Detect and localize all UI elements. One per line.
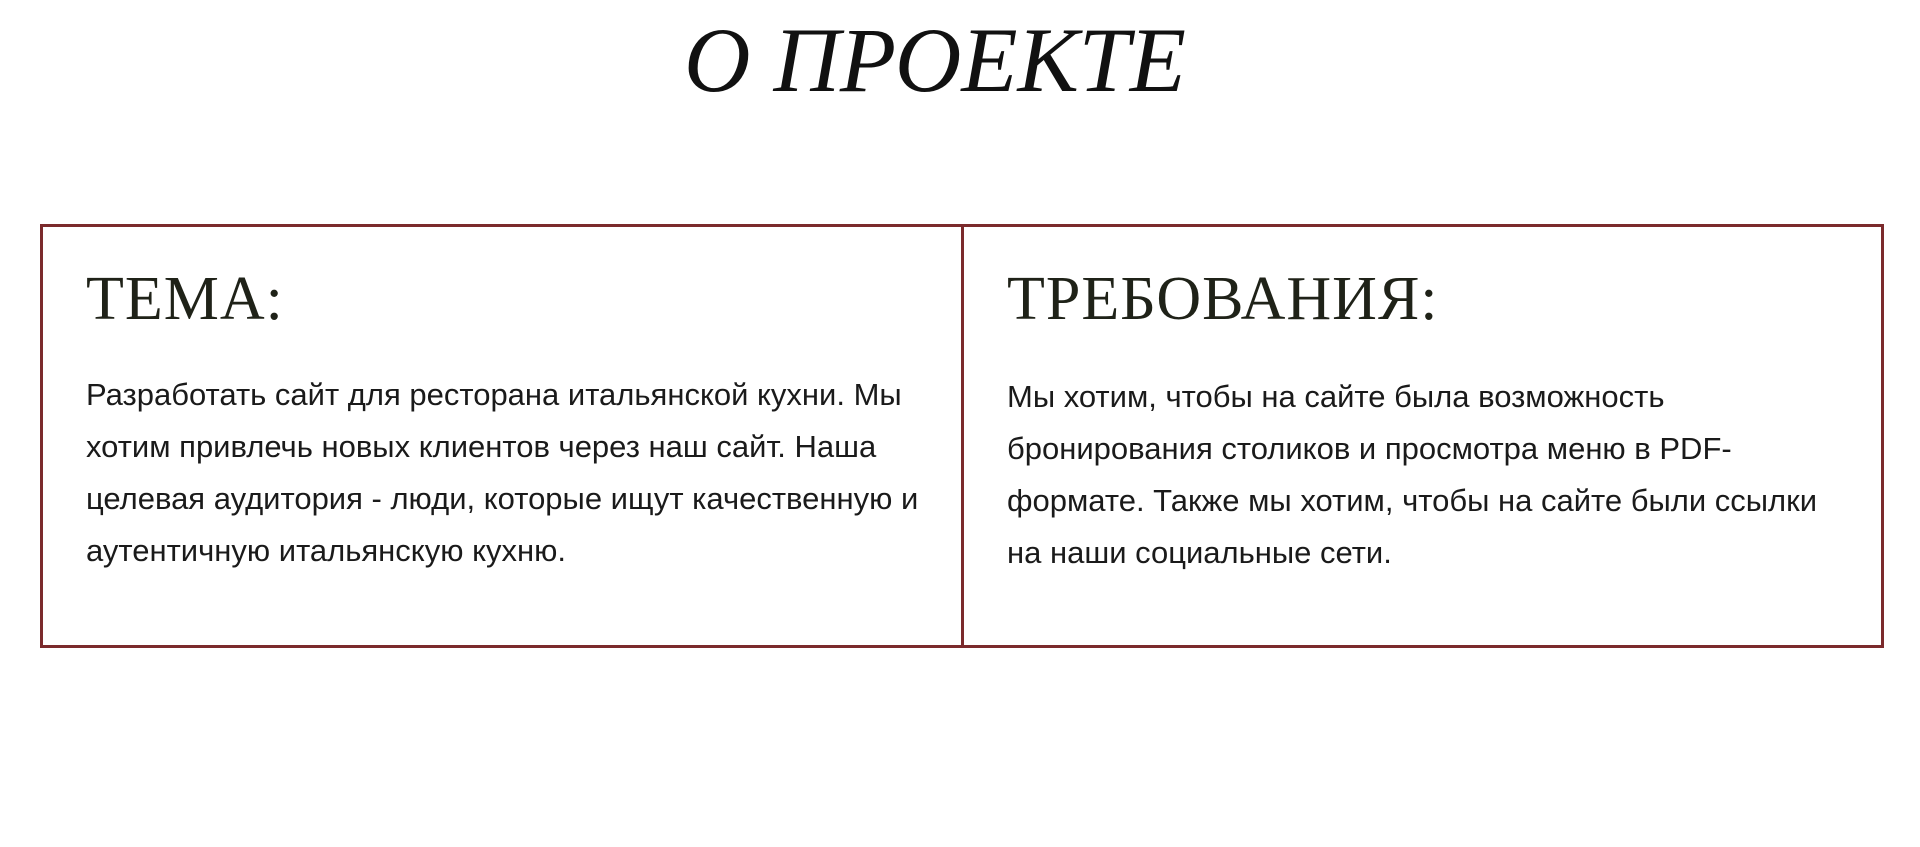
theme-description: Разработать сайт для ресторана итальянской кухни. Мы хотим привлечь новых клиентов через наш сайт. Наша целевая аудитория - люди, которые ищут качественную и аутентичную итальянскую кухню. [86, 377, 919, 568]
page-title: О ПРОЕКТЕ [684, 9, 1186, 111]
requirements-heading: ТРЕБОВАНИЯ: [1007, 265, 1439, 333]
requirements-card [961, 224, 1884, 648]
requirements-description: Мы хотим, чтобы на сайте была возможность бронирования столиков и просмотра меню в PDF-формате. Также мы хотим, чтобы на сайте были ссылки на наши социальные сети. [1007, 379, 1818, 570]
theme-card [40, 224, 964, 648]
project-cards [40, 224, 1884, 648]
theme-heading: ТЕМА: [86, 265, 284, 333]
